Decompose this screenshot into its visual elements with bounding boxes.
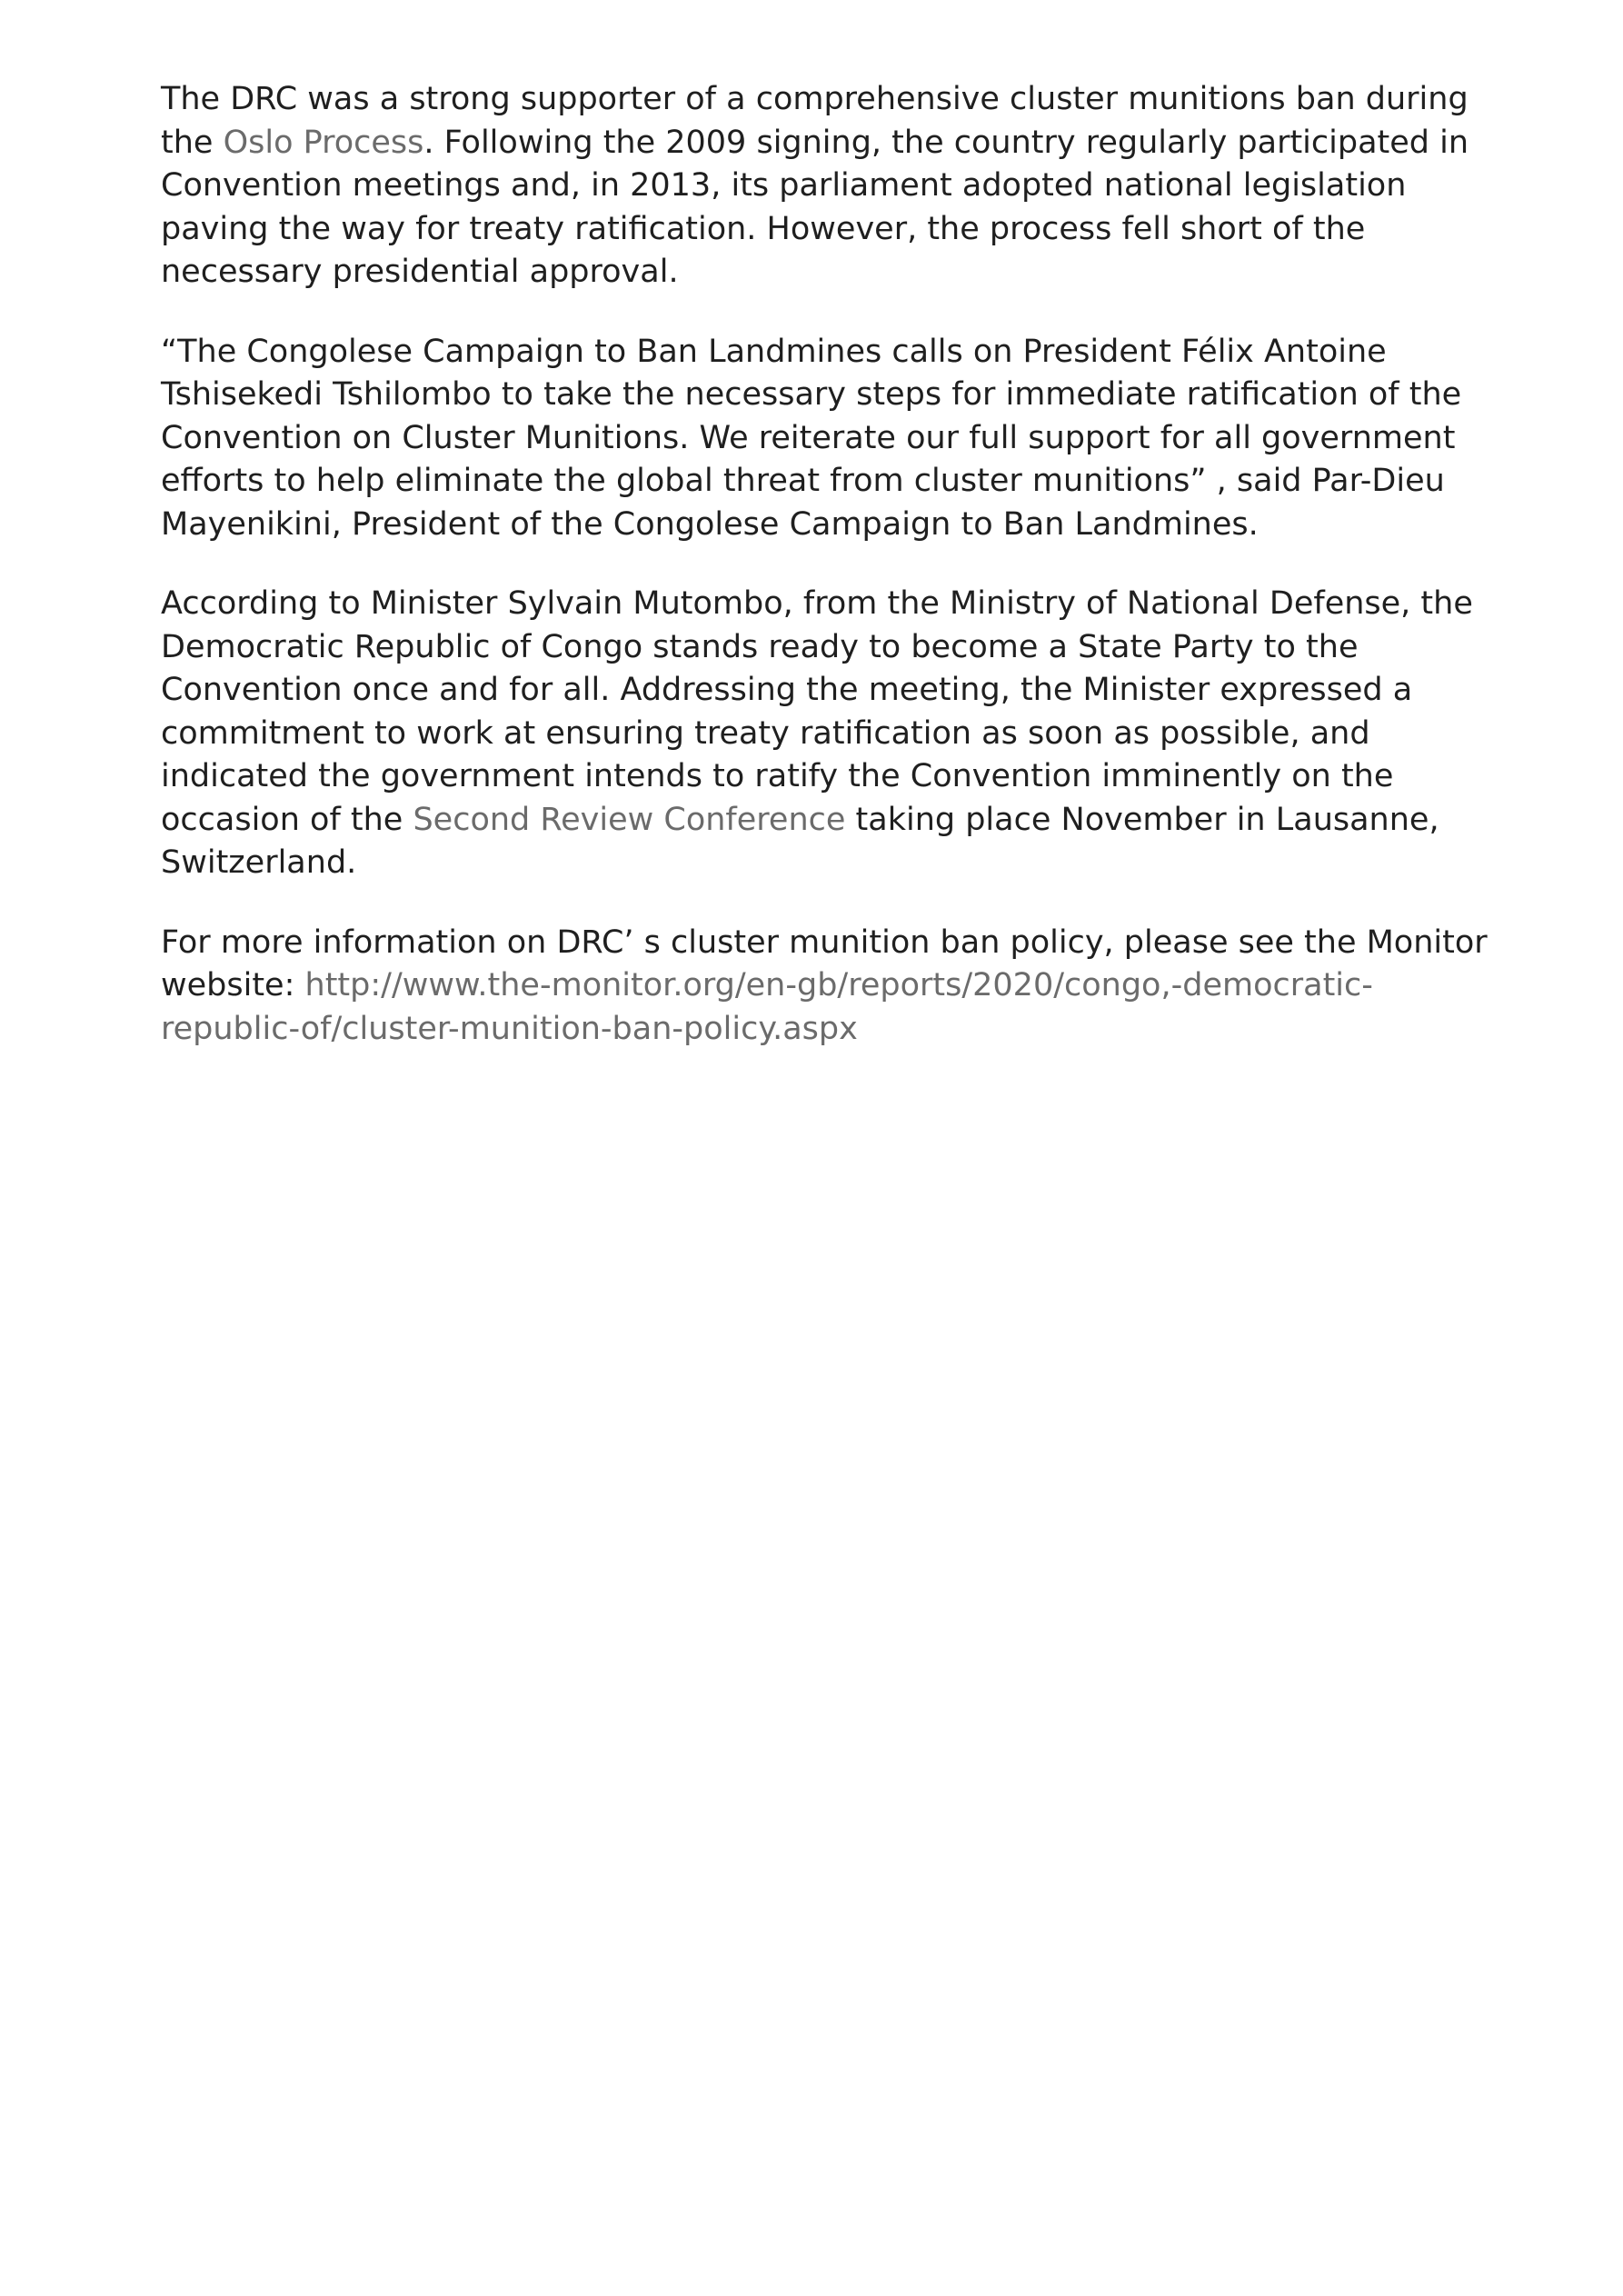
paragraph-oslo-process	[161, 78, 1497, 294]
oslo-process-link[interactable]: Oslo Process	[223, 124, 424, 161]
paragraph-text: . Following the 2009 signing, the country regularly participated in Convention meetings and, in 2013, its parliament adopted national legislation paving the way for treaty ratification. However, the process fell short of the necessary presidential approval.	[161, 124, 1469, 290]
document-body	[161, 78, 1497, 1087]
quote-text: “The Congolese Campaign to Ban Landmines calls on President Félix Antoine Tshisekedi Tshilombo to take the necessary steps for immediate ratification of the Convention on Cluster Munitions. We reiterate our full support for all government efforts to help eliminate the global threat from cluster munitions” , said Par-Dieu Mayenikini, President of the Congolese Campaign to Ban Landmines.	[161, 333, 1462, 543]
paragraph-text: According to Minister Sylvain Mutombo, from the Ministry of National Defense, the Democratic Republic of Congo stands ready to become a State Party to the Convention once and for all. Addressing the meeting, the Minister expressed a commitment to work at ensuring treaty ratification as soon as possible, and indicated the government intends to ratify the Convention imminently on the occasion of the	[161, 585, 1473, 838]
paragraph-text: The DRC was a strong supporter of a comprehensive cluster munitions ban during the	[161, 81, 1469, 161]
monitor-website-link[interactable]: http://www.the-monitor.org/en-gb/reports/2020/congo,-democratic-republic-of/cluster-munition-ban-policy.aspx	[161, 967, 1373, 1047]
paragraph-minister-statement	[161, 583, 1497, 885]
paragraph-campaign-quote	[161, 331, 1497, 547]
paragraph-text: taking place November in Lausanne, Switzerland.	[161, 801, 1439, 881]
paragraph-more-info	[161, 922, 1497, 1052]
second-review-conference-link[interactable]: Second Review Conference	[413, 801, 846, 838]
paragraph-text: For more information on DRC’ s cluster munition ban policy, please see the Monitor website:	[161, 923, 1488, 1003]
